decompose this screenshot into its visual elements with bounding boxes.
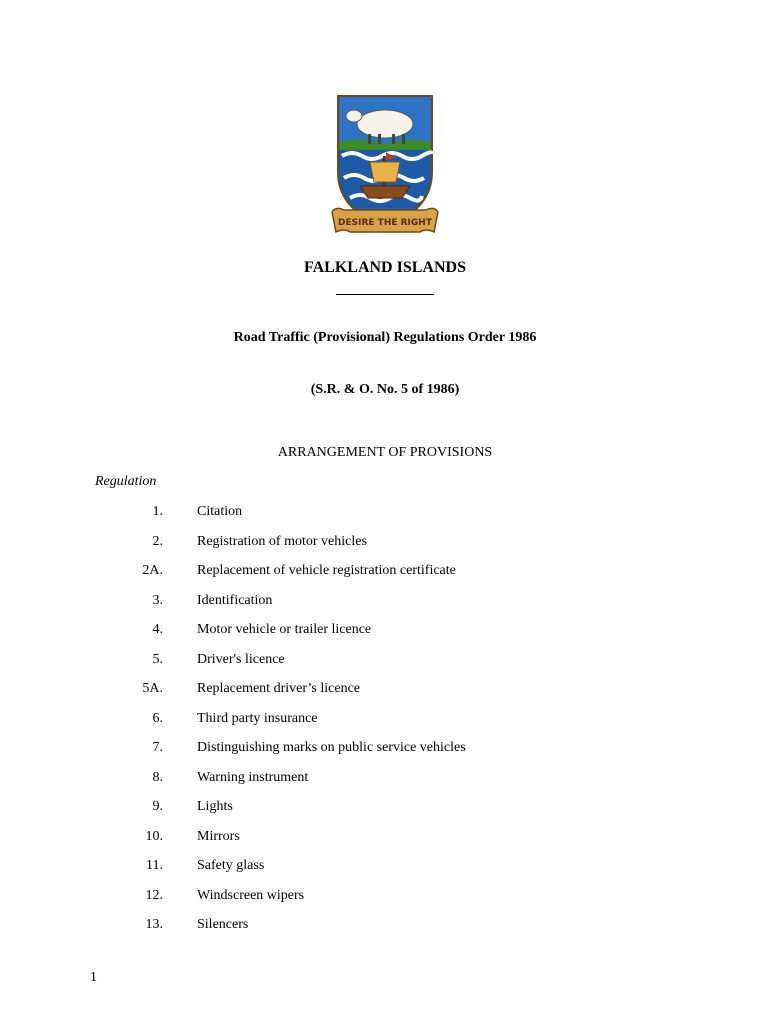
provision-title: Lights: [197, 799, 233, 814]
provision-row: [0, 799, 770, 829]
provision-title: Silencers: [197, 917, 249, 932]
provision-number: 12.: [145, 887, 163, 903]
provision-title: Registration of motor vehicles: [197, 533, 367, 549]
provision-number: 3.: [152, 592, 163, 608]
provision-number: 7.: [152, 740, 163, 755]
provision-title: Windscreen wipers: [197, 887, 305, 903]
provision-number: 8.: [152, 769, 163, 785]
provision-number: 9.: [152, 799, 163, 814]
provision-row: [0, 504, 770, 534]
provision-number: 4.: [152, 622, 163, 637]
provision-title: Identification: [197, 592, 273, 608]
provision-title: Replacement driver’s licence: [197, 681, 360, 696]
provision-title: Mirrors: [197, 828, 240, 844]
provision-row: [0, 740, 770, 770]
provision-number: 11.: [146, 858, 163, 873]
coat-of-arms-crest: [330, 94, 440, 240]
provisions-list: [0, 504, 770, 947]
provision-row: [0, 652, 770, 682]
provision-title: Warning instrument: [197, 769, 309, 785]
provision-row: [0, 858, 770, 888]
provision-row: [0, 681, 770, 711]
provision-row: [0, 829, 770, 859]
provision-number: 5.: [152, 651, 163, 667]
provision-row: [0, 888, 770, 918]
provision-title: Safety glass: [197, 858, 265, 873]
provision-row: [0, 563, 770, 593]
provision-number: 10.: [145, 828, 163, 844]
provision-title: Motor vehicle or trailer licence: [197, 622, 372, 637]
provision-number: 2.: [152, 533, 163, 549]
provision-title: Driver's licence: [197, 651, 285, 667]
svg-text:DESIRE THE RIGHT: DESIRE THE RIGHT: [338, 218, 432, 228]
document-title: FALKLAND ISLANDS: [304, 259, 466, 276]
provision-row: [0, 711, 770, 741]
provision-number: 6.: [152, 710, 163, 726]
order-number: (S.R. & O. No. 5 of 1986): [310, 382, 460, 397]
provision-title: Citation: [197, 504, 243, 519]
page-number: 1: [90, 970, 97, 985]
provision-row: [0, 534, 770, 564]
provision-number: 2A.: [142, 563, 163, 578]
provision-row: [0, 917, 770, 947]
provision-row: [0, 593, 770, 623]
title-underline-rule: [336, 294, 434, 295]
provision-row: [0, 622, 770, 652]
provision-title: Third party insurance: [197, 710, 318, 726]
arrangement-heading: ARRANGEMENT OF PROVISIONS: [277, 445, 493, 460]
provision-number: 1.: [152, 504, 163, 519]
provision-number: 5A.: [142, 681, 163, 696]
provision-number: 13.: [145, 917, 163, 932]
provision-title: Distinguishing marks on public service vehicles: [197, 740, 466, 755]
provision-row: [0, 770, 770, 800]
regulation-column-label: Regulation: [95, 474, 157, 489]
order-title: Road Traffic (Provisional) Regulations Order 1986: [233, 330, 537, 345]
provision-title: Replacement of vehicle registration certificate: [197, 563, 456, 578]
